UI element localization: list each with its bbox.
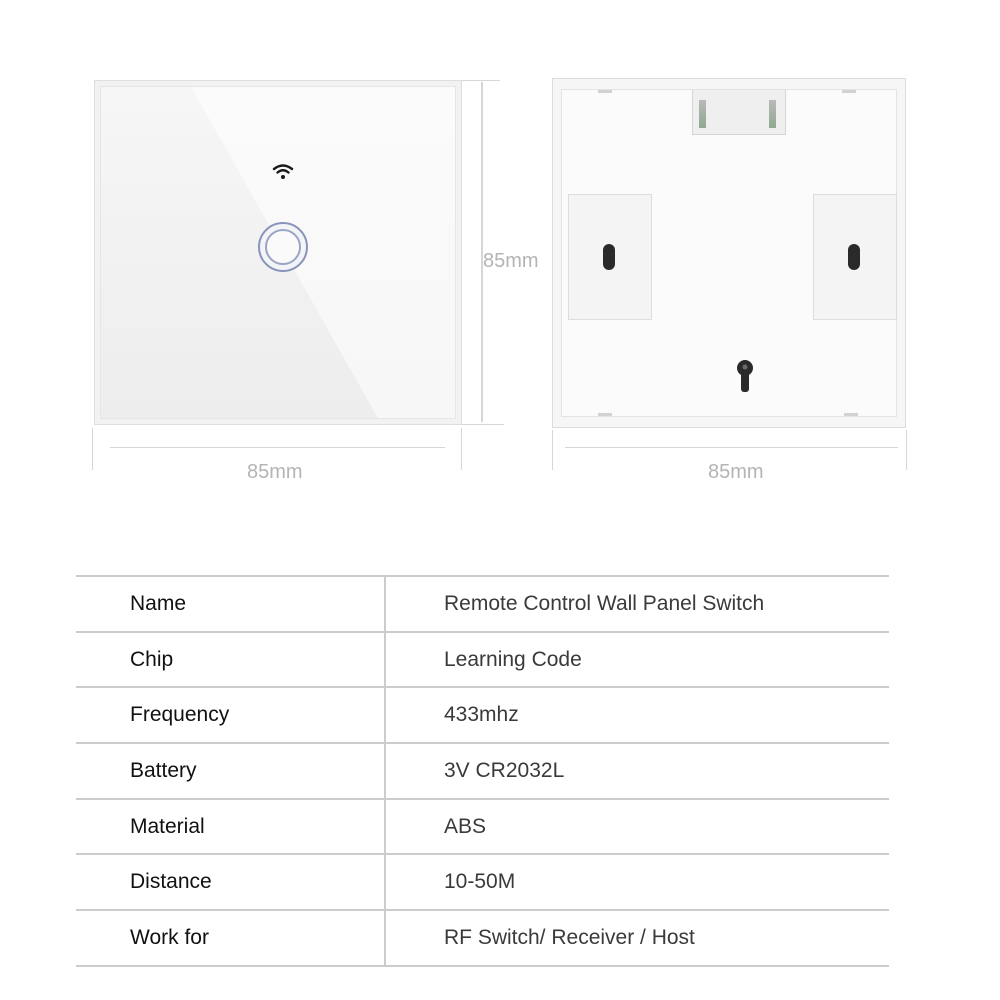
screw-hole xyxy=(603,244,615,270)
table-row xyxy=(76,854,889,910)
clip-pin xyxy=(699,100,706,128)
edge-slot xyxy=(844,413,858,416)
front-height-label: 85mm xyxy=(483,250,539,272)
spec-label: Material xyxy=(76,799,385,855)
clip-pin xyxy=(769,100,776,128)
spec-value: ABS xyxy=(385,799,889,855)
edge-slot xyxy=(598,413,612,416)
glass-surface xyxy=(100,86,456,419)
spec-value: 10-50M xyxy=(385,854,889,910)
dimension-tick xyxy=(462,80,500,81)
spec-value: RF Switch/ Receiver / Host xyxy=(385,910,889,966)
table-row xyxy=(76,743,889,799)
screw-hole xyxy=(848,244,860,270)
dimension-tick xyxy=(92,428,93,470)
keyhole xyxy=(735,358,755,398)
front-width-label: 85mm xyxy=(247,461,303,483)
table-row xyxy=(76,799,889,855)
edge-slot xyxy=(598,90,612,93)
touch-button xyxy=(258,222,308,272)
width-dimension-line xyxy=(110,447,445,448)
width-dimension-line xyxy=(565,447,898,448)
dimension-tick xyxy=(906,430,907,470)
mount-pad-left xyxy=(568,194,652,320)
table-row xyxy=(76,687,889,743)
edge-slot xyxy=(842,90,856,93)
spec-table xyxy=(76,575,889,967)
spec-value: 433mhz xyxy=(385,687,889,743)
spec-value: Learning Code xyxy=(385,632,889,688)
table-row xyxy=(76,576,889,632)
spec-label: Chip xyxy=(76,632,385,688)
front-panel-image xyxy=(94,80,462,425)
dimension-tick xyxy=(461,428,462,470)
spec-value: 3V CR2032L xyxy=(385,743,889,799)
back-plate xyxy=(561,89,897,417)
back-panel-image xyxy=(552,78,906,428)
spec-label: Name xyxy=(76,576,385,632)
back-width-label: 85mm xyxy=(708,461,764,483)
spec-value: Remote Control Wall Panel Switch xyxy=(385,576,889,632)
mount-pad-right xyxy=(813,194,897,320)
spec-label: Work for xyxy=(76,910,385,966)
dimension-tick xyxy=(462,424,504,425)
table-row xyxy=(76,910,889,966)
spec-label: Battery xyxy=(76,743,385,799)
mounting-clip xyxy=(692,90,786,135)
wifi-icon xyxy=(272,163,294,181)
spec-label: Frequency xyxy=(76,687,385,743)
table-row xyxy=(76,632,889,688)
dimension-tick xyxy=(552,430,553,470)
spec-label: Distance xyxy=(76,854,385,910)
